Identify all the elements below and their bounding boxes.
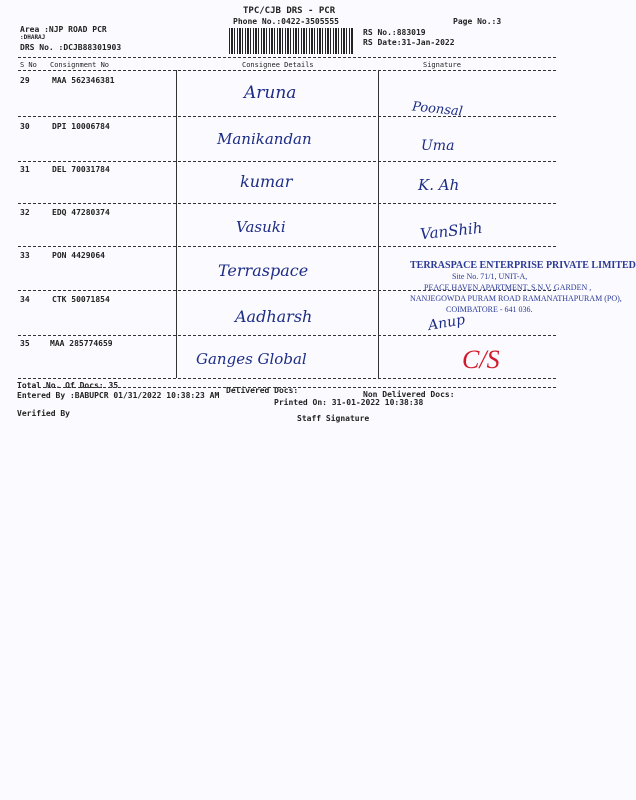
staff-signature: Staff Signature [297,414,370,423]
row-consignee: Aruna [244,83,297,103]
row-sno: 30 [20,122,30,131]
stamp-line4: COIMBATORE - 641 036. [446,305,533,314]
phone-number: Phone No.:0422-3505555 [233,17,339,26]
row-consignment: DPI 10006784 [52,122,110,131]
verified-by: Verified By [17,409,70,418]
row-sno: 29 [20,76,30,85]
row-consignee: Ganges Global [196,350,307,368]
row-signature: Poonsal [411,99,464,120]
header-bottom-divider [18,70,556,71]
area-sub-label: :DHARAJ [20,34,46,41]
column-sno: S No [20,61,37,69]
row-divider [18,335,556,336]
column-consignment: Consignment No [50,61,110,69]
row-consignment: MAA 285774659 [50,339,113,348]
row-divider [18,203,556,204]
stamp-line1: Site No. 71/1, UNIT-A, [452,272,528,281]
row-sno: 34 [20,295,30,304]
row-sno: 32 [20,208,30,217]
page-title: TPC/CJB DRS - PCR [243,6,336,16]
row-divider [18,246,556,247]
row-sno: 33 [20,251,30,260]
stamp-company: TERRASPACE ENTERPRISE PRIVATE LIMITED [410,260,636,271]
row-consignee: Aadharsh [235,307,313,326]
barcode [229,28,354,54]
row-consignment: EDQ 47280374 [52,208,110,217]
row-consignee: Terraspace [218,261,309,280]
column-signature: Signature [423,61,461,69]
row-signature: K. Ah [418,176,460,194]
row-divider [18,161,556,162]
stamp-line3: NANJEGOWDA PURAM ROAD RAMANATHAPURAM (PO), [410,294,622,303]
row-consignment: CTK 50071854 [52,295,110,304]
rs-date: RS Date:31-Jan-2022 [363,38,455,47]
row-consignee: Vasuki [236,218,286,236]
header-divider [18,57,556,58]
total-docs: Total No. Of Docs: 35 [17,381,119,390]
row-signature: VanShih [419,218,484,244]
footer-divider-top [18,378,556,379]
row-signature: C/S [462,345,500,374]
area-label: Area :NJP ROAD PCR [20,25,107,34]
row-consignee: kumar [240,172,293,191]
row-consignment: PON 4429064 [52,251,105,260]
page-number: Page No.:3 [453,17,502,26]
non-delivered-docs: Non Delivered Docs: [363,390,455,399]
footer-divider [18,387,556,388]
row-sno: 31 [20,165,30,174]
row-consignment: MAA 562346381 [52,76,115,85]
column-consignee: Consignee Details [242,61,314,69]
drs-number: DRS No. :DCJB88301903 [20,43,122,52]
row-signature: Uma [421,138,455,154]
delivered-docs: Delivered Docs: [226,386,299,395]
entered-by: Entered By :BABUPCR 01/31/2022 10:38:23 AM [17,391,220,400]
row-sno: 35 [20,339,30,348]
printed-on: Printed On: 31-01-2022 10:38:38 [274,398,424,407]
stamp-line2: PEACE HAVEN APARTMENT, S.N.V. GARDEN , [424,283,592,292]
row-consignment: DEL 70031784 [52,165,110,174]
row-divider [18,116,556,117]
row-signature: Anup [426,311,467,335]
row-consignee: Manikandan [217,130,312,148]
rs-number: RS No.:883019 [363,28,426,37]
